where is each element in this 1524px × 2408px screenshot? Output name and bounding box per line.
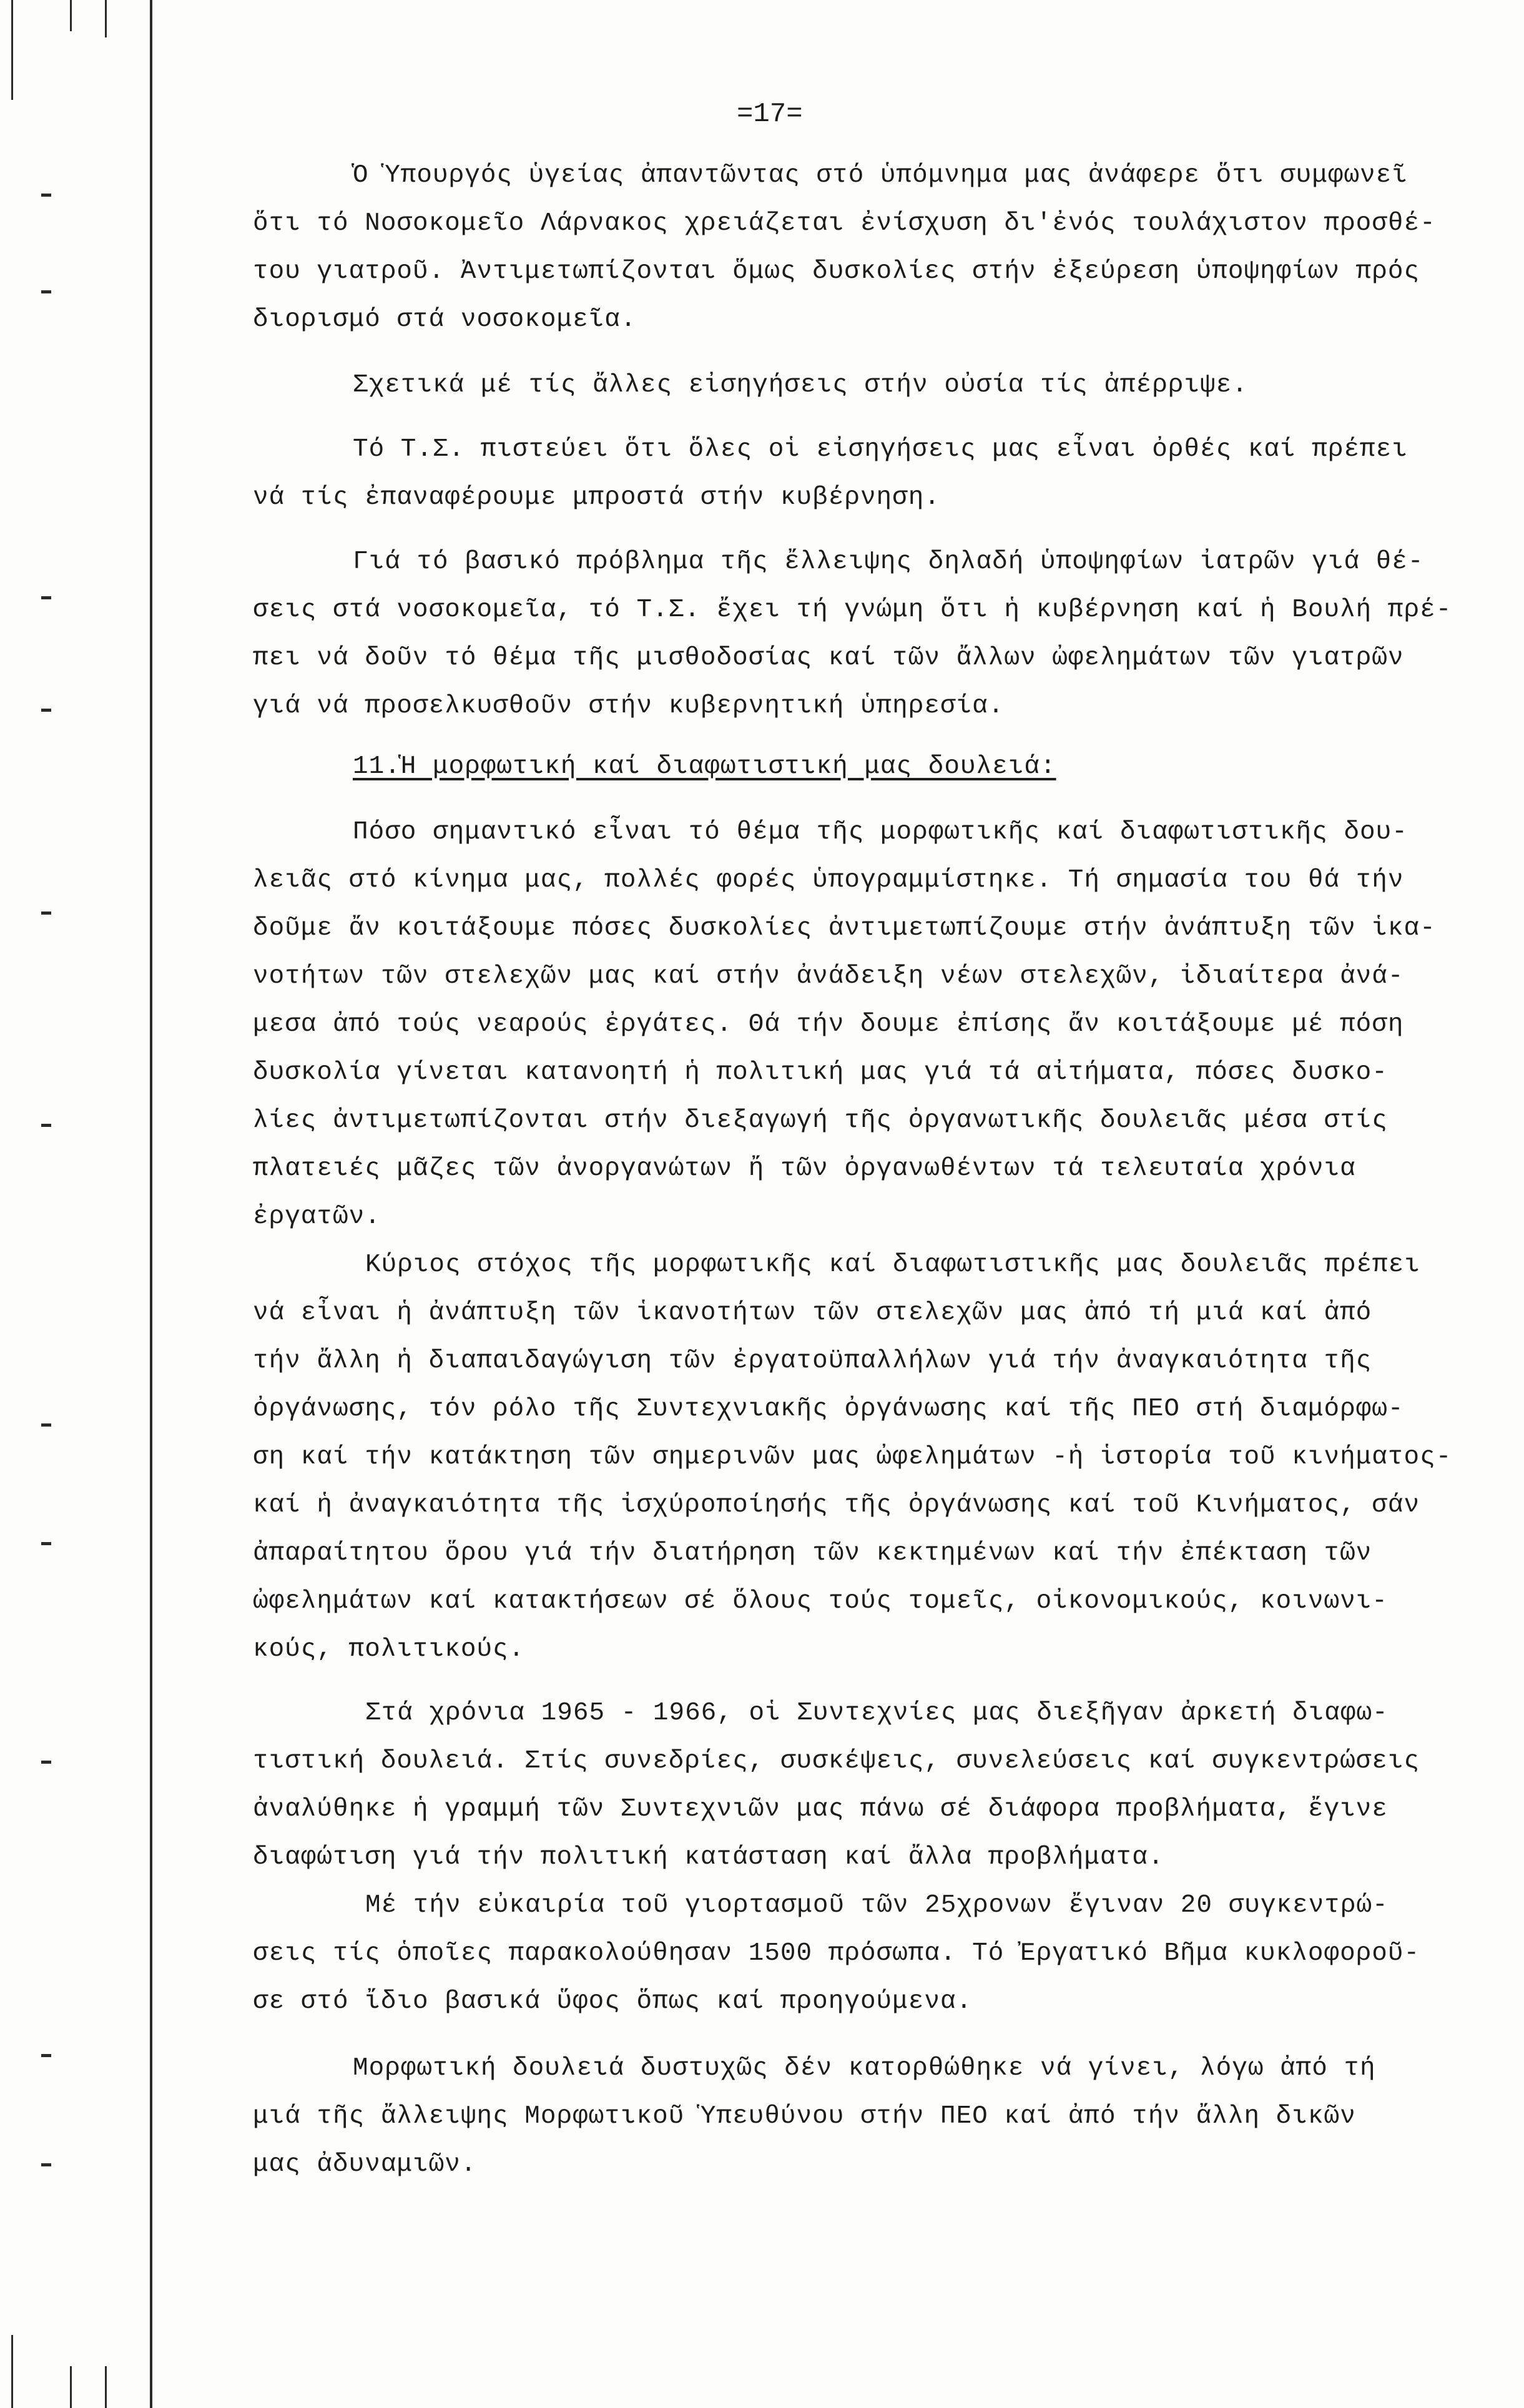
text-line: νοτήτων τῶν στελεχῶν μας καί στήν ἀνάδειξη νέων στελεχῶν, ἰδιαίτερα ἀνά- (253, 962, 1404, 991)
left-edge-mark (70, 2366, 72, 2408)
margin-tick (41, 1542, 51, 1545)
text-line: σεις στά νοσοκομεῖα, τό Τ.Σ. ἔχει τή γνώμη ὅτι ἡ κυβέρνηση καί ἡ Βουλή πρέ- (253, 596, 1452, 624)
text-line: ἐργατῶν. (253, 1202, 381, 1231)
text-line: του γιατροῦ. Ἀντιμετωπίζονται ὅμως δυσκολίες στήν ἐξεύρεση ὑποψηφίων πρός (253, 257, 1420, 286)
binding-margin-line (150, 0, 152, 2408)
text-line: μιά τῆς ἄλλειψης Μορφωτικοῦ Ὑπευθύνου στήν ΠΕΟ καί ἀπό τήν ἄλλη δικῶν (253, 2102, 1356, 2131)
text-line: Μορφωτική δουλειά δυστυχῶς δέν κατορθώθηκε νά γίνει, λόγω ἀπό τή (353, 2054, 1376, 2083)
left-edge-mark (70, 0, 72, 31)
text-line: κούς, πολιτικούς. (253, 1635, 525, 1664)
text-line: Στά χρόνια 1965 - 1966, οἱ Συντεχνίες μας διεξῆγαν ἀρκετή διαφω- (365, 1699, 1389, 1727)
page-number: =17= (737, 99, 803, 130)
text-line: Μέ τήν εὐκαιρία τοῦ γιορτασμοῦ τῶν 25χρονων ἔγιναν 20 συγκεντρώ- (365, 1891, 1389, 1920)
margin-tick (41, 1761, 51, 1764)
text-line: λίες ἀντιμετωπίζονται στήν διεξαγωγή τῆς ὀργανωτικῆς δουλειᾶς μέσα στίς (253, 1106, 1388, 1135)
margin-tick (41, 596, 51, 599)
text-line: ὀργάνωσης, τόν ρόλο τῆς Συντεχνιακῆς ὀργάνωσης καί τῆς ΠΕΟ στή διαμόρφω- (253, 1395, 1404, 1423)
text-line: λειᾶς στό κίνημα μας, πολλές φορές ὑπογραμμίστηκε. Τή σημασία του θά τήν (253, 866, 1404, 895)
text-line: πει νά δοῦν τό θέμα τῆς μισθοδοσίας καί τῶν ἄλλων ὠφελημάτων τῶν γιατρῶν (253, 644, 1404, 672)
text-line: Πόσο σημαντικό εἶναι τό θέμα τῆς μορφωτικῆς καί διαφωτιστικῆς δου- (353, 818, 1408, 847)
text-line: γιά νά προσελκυσθοῦν στήν κυβερνητική ὑπηρεσία. (253, 692, 1005, 720)
margin-tick (41, 1423, 51, 1427)
text-line: ὠφελημάτων καί κατακτήσεων σέ ὅλους τούς τομεῖς, οἰκονομικούς, κοινωνι- (253, 1587, 1388, 1616)
margin-tick (41, 709, 51, 712)
text-line: τήν ἄλλη ἡ διαπαιδαγώγιση τῶν ἐργατοϋπαλλήλων γιά τήν ἀναγκαιότητα τῆς (253, 1347, 1372, 1375)
margin-tick (41, 2054, 51, 2057)
text-line: ση καί τήν κατάκτηση τῶν σημερινῶν μας ὠφελημάτων -ἡ ἱστορία τοῦ κινήματος- (253, 1443, 1452, 1472)
text-line: Ὁ Ὑπουργός ὑγείας ἀπαντῶντας στό ὑπόμνημα μας ἀνάφερε ὅτι συμφωνεῖ (353, 161, 1408, 190)
margin-tick (41, 290, 51, 293)
section-heading: 11.Ἡ μορφωτική καί διαφωτιστική μας δουλειά: (353, 752, 1056, 781)
left-edge-mark (11, 0, 13, 100)
text-line: τιστική δουλειά. Στίς συνεδρίες, συσκέψεις, συνελεύσεις καί συγκεντρώσεις (253, 1747, 1420, 1776)
margin-tick (41, 912, 51, 915)
text-line: πλατειές μᾶζες τῶν ἀνοργανώτων ἤ τῶν ὀργανωθέντων τά τελευταία χρόνια (253, 1154, 1356, 1183)
text-line: δοῦμε ἄν κοιτάξουμε πόσες δυσκολίες ἀντιμετωπίζουμε στήν ἀνάπτυξη τῶν ἱκα- (253, 914, 1436, 943)
text-line: μας ἀδυναμιῶν. (253, 2150, 477, 2179)
margin-tick (41, 194, 51, 197)
margin-tick (41, 2163, 51, 2166)
text-line: νά τίς ἐπαναφέρουμε μπροστά στήν κυβέρνηση. (253, 483, 940, 512)
text-line: σεις τίς ὁποῖες παρακολούθησαν 1500 πρόσωπα. Τό Ἐργατικό Βῆμα κυκλοφοροῦ- (253, 1939, 1420, 1968)
left-edge-mark (11, 2335, 13, 2408)
text-line: ἀναλύθηκε ἡ γραμμή τῶν Συντεχνιῶν μας πάνω σέ διάφορα προβλήματα, ἔγινε (253, 1795, 1388, 1824)
left-edge-mark (105, 0, 107, 37)
text-line: δυσκολία γίνεται κατανοητή ἡ πολιτική μας γιά τά αἰτήματα, πόσες δυσκο- (253, 1058, 1388, 1087)
margin-tick (41, 1124, 51, 1127)
text-line: σε στό ἴδιο βασικά ὕφος ὅπως καί προηγούμενα. (253, 1987, 973, 2016)
text-line: διαφώτιση γιά τήν πολιτική κατάσταση καί ἄλλα προβλήματα. (253, 1843, 1164, 1872)
text-line: μεσα ἀπό τούς νεαρούς ἐργάτες. Θά τήν δουμε ἐπίσης ἄν κοιτάξουμε μέ πόση (253, 1010, 1404, 1039)
text-line: Γιά τό βασικό πρόβλημα τῆς ἔλλειψης δηλαδή ὑποψηφίων ἰατρῶν γιά θέ- (353, 548, 1424, 576)
text-line: νά εἶναι ἡ ἀνάπτυξη τῶν ἱκανοτήτων τῶν στελεχῶν μας ἀπό τή μιά καί ἀπό (253, 1299, 1372, 1327)
left-edge-mark (105, 2366, 107, 2408)
text-line: Τό Τ.Σ. πιστεύει ὅτι ὅλες οἱ εἰσηγήσεις μας εἶναι ὀρθές καί πρέπει (353, 435, 1408, 464)
text-line: καί ἡ ἀναγκαιότητα τῆς ἰσχύροποίησής τῆς ὀργάνωσης καί τοῦ Κινήματος, σάν (253, 1491, 1420, 1520)
text-line: διορισμό στά νοσοκομεῖα. (253, 305, 637, 334)
text-line: Σχετικά μέ τίς ἄλλες εἰσηγήσεις στήν οὐσία τίς ἀπέρριψε. (353, 371, 1248, 400)
text-line: ἀπαραίτητου ὅρου γιά τήν διατήρηση τῶν κεκτημένων καί τήν ἐπέκταση τῶν (253, 1539, 1372, 1568)
text-line: Κύριος στόχος τῆς μορφωτικῆς καί διαφωτιστικῆς μας δουλειᾶς πρέπει (365, 1251, 1420, 1279)
text-line: ὅτι τό Νοσοκομεῖο Λάρνακος χρειάζεται ἐνίσχυση δι'ἐνός τουλάχιστον προσθέ- (253, 209, 1436, 238)
